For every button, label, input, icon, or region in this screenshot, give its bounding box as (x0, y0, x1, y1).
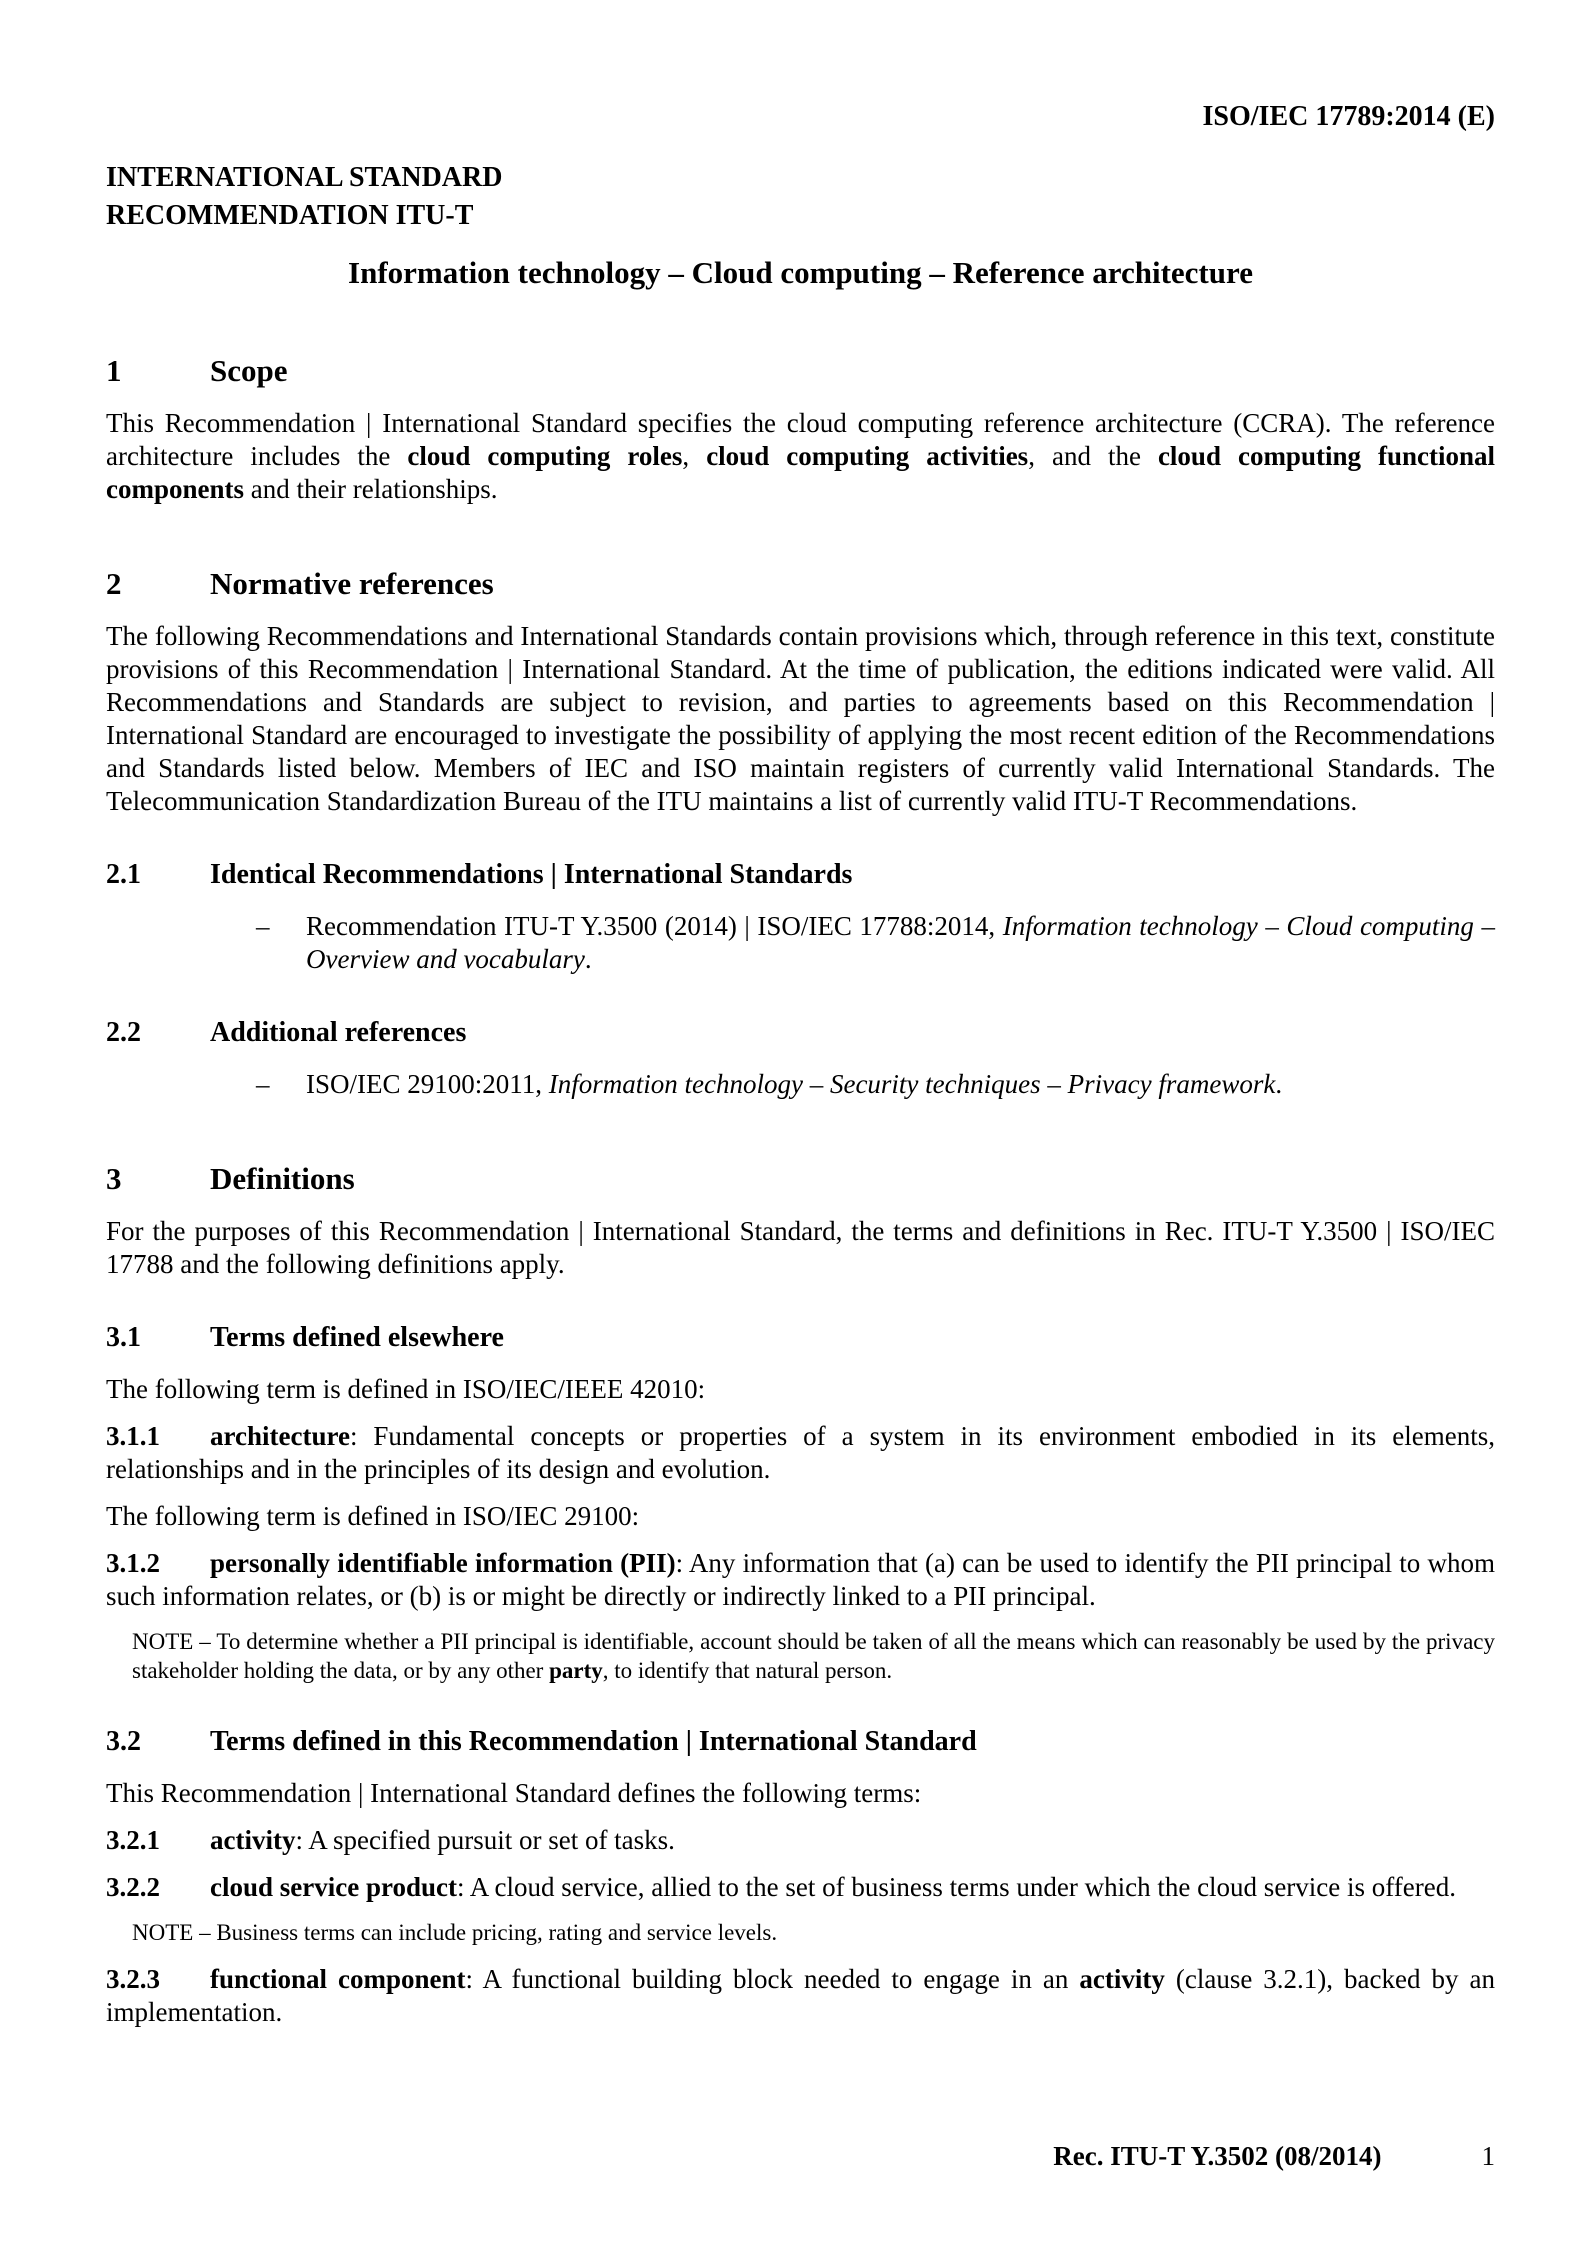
term-number: 3.2.3 (106, 1964, 160, 1994)
text-run: cloud computing functional components (106, 441, 1495, 504)
text-run: . (1275, 1069, 1283, 1099)
paragraph (106, 1373, 1495, 1406)
term-definition-3.1.1 (106, 1420, 1495, 1486)
text-run: : A functional building block needed to engage in an (465, 1964, 1080, 1994)
section-number: 3 (106, 1161, 122, 1196)
standard-label-line2: RECOMMENDATION ITU-T (106, 200, 474, 231)
text-run: The following term is defined in ISO/IEC/IEEE 42010: (106, 1374, 706, 1404)
text-run: activity (1079, 1964, 1165, 1994)
text-run: This Recommendation | International Standard defines the following terms: (106, 1778, 922, 1808)
dash-bullet: – (256, 911, 270, 941)
section-number: 1 (106, 353, 122, 388)
section-title: Terms defined elsewhere (210, 1322, 504, 1353)
paragraph (106, 407, 1495, 506)
text-run: functional component (210, 1964, 466, 1994)
text-run: This Recommendation | International Standard specifies the cloud computing reference architecture (CCRA). The reference architecture includes the (106, 408, 1495, 471)
paragraph (106, 620, 1495, 818)
footer-recommendation-id: Rec. ITU-T Y.3502 (08/2014) (1053, 2141, 1382, 2171)
standard-label-line1: INTERNATIONAL STANDARD (106, 162, 503, 193)
section-title: Additional references (210, 1017, 467, 1048)
text-run: party (549, 1658, 603, 1683)
section-title: Scope (210, 353, 288, 388)
term-definition-3.2.3 (106, 1963, 1495, 2029)
page-footer (106, 2140, 1495, 2173)
text-run: , (682, 441, 707, 471)
term-definition-3.1.2 (106, 1547, 1495, 1613)
standard-label (106, 159, 1495, 235)
text-run: For the purposes of this Recommendation | International Standard, the terms and definitions in Rec. ITU-T Y.3500 | ISO/IEC 17788 and the following definitions apply. (106, 1216, 1495, 1279)
text-run: , to identify that natural person. (602, 1658, 893, 1683)
document-title: Information technology – Cloud computing – Reference architecture (348, 255, 1253, 290)
text-run: NOTE – To determine whether a PII principal is identifiable, account should be taken of all the means which can reasonably be used by the privacy stakeholder holding the data, or by any other (132, 1629, 1495, 1683)
text-run: The following Recommendations and International Standards contain provisions which, through reference in this text, constitute provisions of this Recommendation | International Standard. At the time of publication, the editions indicated were valid. All Recommendations and Standards are subject to revision, and parties to agreements based on this Recommendation | International Standard are encouraged to investigate the possibility of applying the most recent edition of the Recommendations and Standards listed below. Members of IEC and ISO maintain registers of currently valid International Standards. The Telecommunication Standardization Bureau of the ITU maintains a list of currently valid ITU-T Recommendations. (106, 621, 1495, 816)
paragraph (106, 1777, 1495, 1810)
term-number: 3.2.2 (106, 1872, 160, 1902)
section-number: 2.1 (106, 859, 141, 890)
section-heading-2.2 (106, 1014, 1495, 1052)
dash-bullet: – (256, 1069, 270, 1099)
section-number: 3.2 (106, 1726, 141, 1757)
term-definition-3.2.2 (106, 1871, 1495, 1904)
text-run: NOTE – Business terms can include pricing, rating and service levels. (132, 1920, 778, 1945)
text-run: cloud computing activities (706, 441, 1029, 471)
text-run: : A specified pursuit or set of tasks. (295, 1825, 675, 1855)
section-heading-1 (106, 351, 1495, 391)
footer-page-number: 1 (1481, 2141, 1495, 2171)
text-run: architecture (210, 1421, 350, 1451)
section-heading-3.2 (106, 1723, 1495, 1761)
text-run: personally identifiable information (PII) (210, 1548, 676, 1578)
document-reference: ISO/IEC 17789:2014 (E) (1202, 101, 1495, 132)
section-number: 2 (106, 566, 122, 601)
reference-list-item (106, 1068, 1495, 1101)
text-run: activity (210, 1825, 296, 1855)
term-number: 3.1.1 (106, 1421, 160, 1451)
paragraph (106, 1215, 1495, 1281)
text-run: cloud service product (210, 1872, 457, 1902)
text-run: Information technology – Cloud computing – Overview and vocabulary (306, 911, 1495, 974)
section-number: 2.2 (106, 1017, 141, 1048)
document-body (106, 351, 1495, 2029)
paragraph (106, 1500, 1495, 1533)
text-run: The following term is defined in ISO/IEC 29100: (106, 1501, 640, 1531)
section-heading-2 (106, 564, 1495, 604)
note (132, 1918, 1495, 1947)
text-run: : A cloud service, allied to the set of business terms under which the cloud service is offered. (456, 1872, 1456, 1902)
reference-list-item (106, 910, 1495, 976)
text-run: cloud computing roles (407, 441, 683, 471)
text-run: Recommendation ITU-T Y.3500 (2014) | ISO/IEC 17788:2014, (306, 911, 1003, 941)
section-number: 3.1 (106, 1322, 141, 1353)
note (132, 1627, 1495, 1685)
text-run: : Any information that (a) can be used to identify the PII principal to whom such information relates, or (b) is or might be directly or indirectly linked to a PII principal. (106, 1548, 1496, 1611)
text-run: and their relationships. (244, 474, 498, 504)
term-definition-3.2.1 (106, 1824, 1495, 1857)
text-run: Information technology – Security techniques – Privacy framework (548, 1069, 1276, 1099)
term-number: 3.1.2 (106, 1548, 160, 1578)
text-run: ISO/IEC 29100:2011, (306, 1069, 549, 1099)
section-heading-3.1 (106, 1319, 1495, 1357)
section-title: Identical Recommendations | International Standards (210, 859, 853, 890)
text-run: : Fundamental concepts or properties of a system in its environment embodied in its elements, relationships and in the principles of its design and evolution. (106, 1421, 1495, 1484)
text-run: (clause 3.2.1), backed by an implementation. (106, 1964, 1495, 2027)
section-title: Terms defined in this Recommendation | International Standard (210, 1726, 977, 1757)
term-number: 3.2.1 (106, 1825, 160, 1855)
text-run: . (584, 944, 592, 974)
section-title: Normative references (210, 566, 494, 601)
section-title: Definitions (210, 1161, 355, 1196)
text-run: , and the (1028, 441, 1158, 471)
section-heading-3 (106, 1159, 1495, 1199)
section-heading-2.1 (106, 856, 1495, 894)
